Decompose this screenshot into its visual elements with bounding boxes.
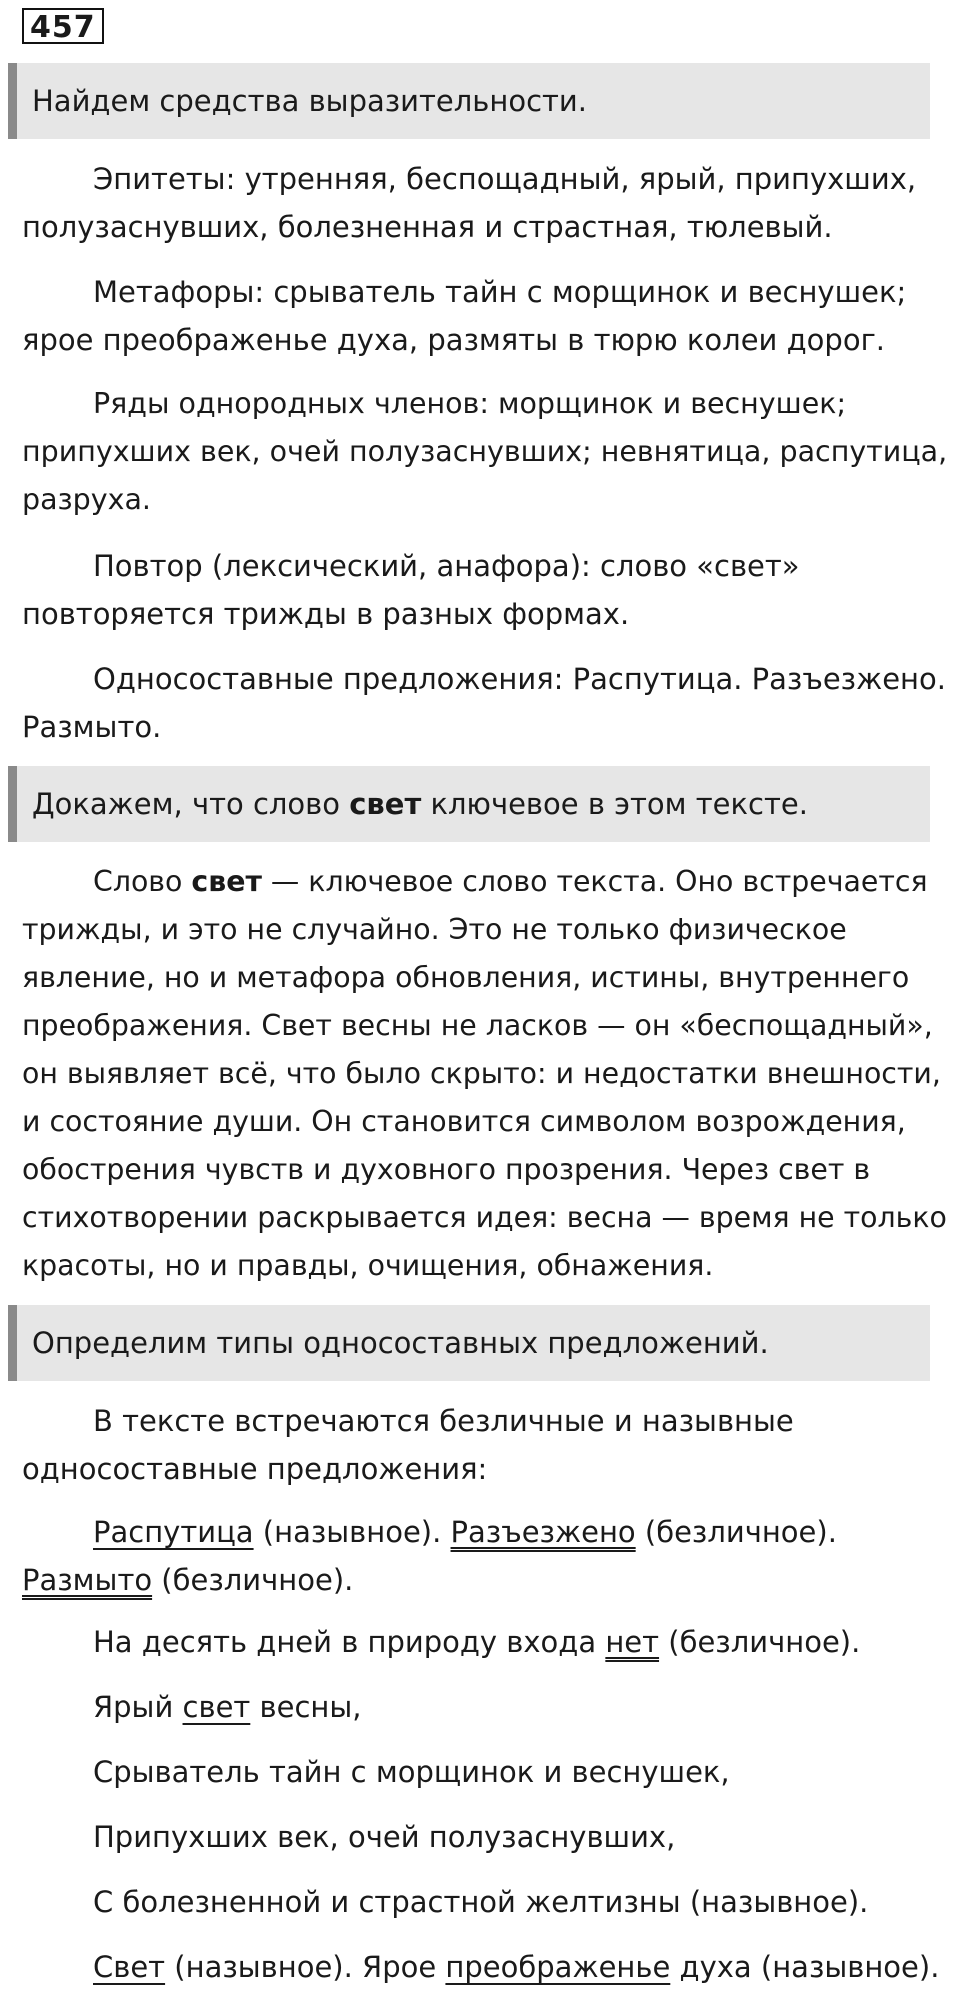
paragraph-line: повторяется трижды в разных формах. (22, 597, 630, 631)
paragraph-line: преображения. Свет весны не ласков — он «беспощадный», (22, 1009, 933, 1042)
double-underlined-word: нет (605, 1625, 660, 1659)
example-line-6: С болезненной и страстной желтизны (назывное). (93, 1885, 869, 1919)
paragraph-line (22, 858, 960, 906)
paragraph-line: разруха. (22, 483, 151, 516)
heading-text: ключевое в этом тексте. (421, 787, 808, 821)
heading-text: Докажем, что слово (32, 787, 350, 821)
paragraph-line: Эпитеты: утренняя, беспощадный, ярый, припухших, (93, 162, 917, 196)
paragraph-line: односоставные предложения: (22, 1452, 488, 1486)
example-sentence-2 (22, 1618, 860, 1666)
section-heading-sentence-types: Определим типы односоставных предложений. (8, 1305, 930, 1381)
paragraph-homogeneous (22, 380, 960, 524)
paragraph-line: полузаснувших, болезненная и страстная, тюлевый. (22, 210, 833, 244)
text-run: (безличное). (659, 1625, 861, 1659)
text-run: духа (назывное). (670, 1950, 940, 1984)
example-line-5: Припухших век, очей полузаснувших, (93, 1820, 676, 1854)
section-heading-keyword (8, 766, 930, 842)
paragraph-line: Повтор (лексический, анафора): слово «свет» (93, 549, 800, 583)
paragraph-intro (22, 1397, 960, 1493)
paragraph-line: Односоставные предложения: Распутица. Разъезжено. (93, 662, 946, 696)
text-run: (безличное). (152, 1563, 354, 1597)
example-sentence-7 (22, 1943, 939, 1991)
keyword: свет (191, 865, 262, 898)
text-run: (назывное). (253, 1515, 451, 1549)
example-line-4: Срыватель тайн с морщинок и веснушек, (93, 1755, 730, 1789)
paragraph-line: стихотворении раскрывается идея: весна — время не только (22, 1201, 947, 1234)
paragraph-repetition (22, 542, 960, 638)
section-heading-devices: Найдем средства выразительности. (8, 63, 930, 139)
paragraph-line (22, 1556, 960, 1604)
paragraph-epithets (22, 155, 960, 251)
double-underlined-word: Размыто (22, 1563, 153, 1597)
double-underlined-word: Разъезжено (450, 1515, 636, 1549)
underlined-word: Распутица (93, 1515, 254, 1549)
underlined-word: свет (182, 1690, 251, 1724)
text-run: Ярый (93, 1690, 183, 1724)
paragraph-line: обострения чувств и духовного прозрения. Через свет в (22, 1153, 871, 1186)
underlined-word: Свет (93, 1950, 166, 1984)
paragraph-line: Размыто. (22, 710, 162, 744)
text-run: (назывное). Ярое (165, 1950, 446, 1984)
text-run: весны, (250, 1690, 362, 1724)
task-number: 457 (22, 8, 104, 44)
paragraph-line: он выявляет всё, что было скрыто: и недостатки внешности, (22, 1057, 941, 1090)
text-run: Слово (93, 865, 192, 898)
paragraph-line: Метафоры: срыватель тайн с морщинок и веснушек; (93, 275, 907, 309)
example-sentences-1 (22, 1508, 960, 1604)
paragraph-line: трижды, и это не случайно. Это не только физическое (22, 913, 847, 946)
underlined-word: преображенье (445, 1950, 671, 1984)
text-run: (безличное). (635, 1515, 837, 1549)
paragraph-one-part (22, 655, 960, 751)
text-run: — ключевое слово текста. Оно встречается (261, 865, 928, 898)
paragraph-metaphors (22, 268, 960, 364)
paragraph-line (22, 1508, 960, 1556)
text-run: На десять дней в природу входа (93, 1625, 606, 1659)
paragraph-line: красоты, но и правды, очищения, обнажения. (22, 1249, 714, 1282)
paragraph-line: явление, но и метафора обновления, истины, внутреннего (22, 961, 910, 994)
example-line-3 (22, 1683, 361, 1731)
paragraph-line: В тексте встречаются безличные и назывные (93, 1404, 794, 1438)
paragraph-line: Ряды однородных членов: морщинок и веснушек; (93, 387, 847, 420)
paragraph-line: и состояние души. Он становится символом возрождения, (22, 1105, 906, 1138)
paragraph-line: припухших век, очей полузаснувших; невнятица, распутица, (22, 435, 948, 468)
heading-keyword: свет (349, 787, 422, 821)
paragraph-line: ярое преображенье духа, размяты в тюрю колеи дорог. (22, 323, 886, 357)
paragraph-keyword-analysis (22, 858, 960, 1290)
